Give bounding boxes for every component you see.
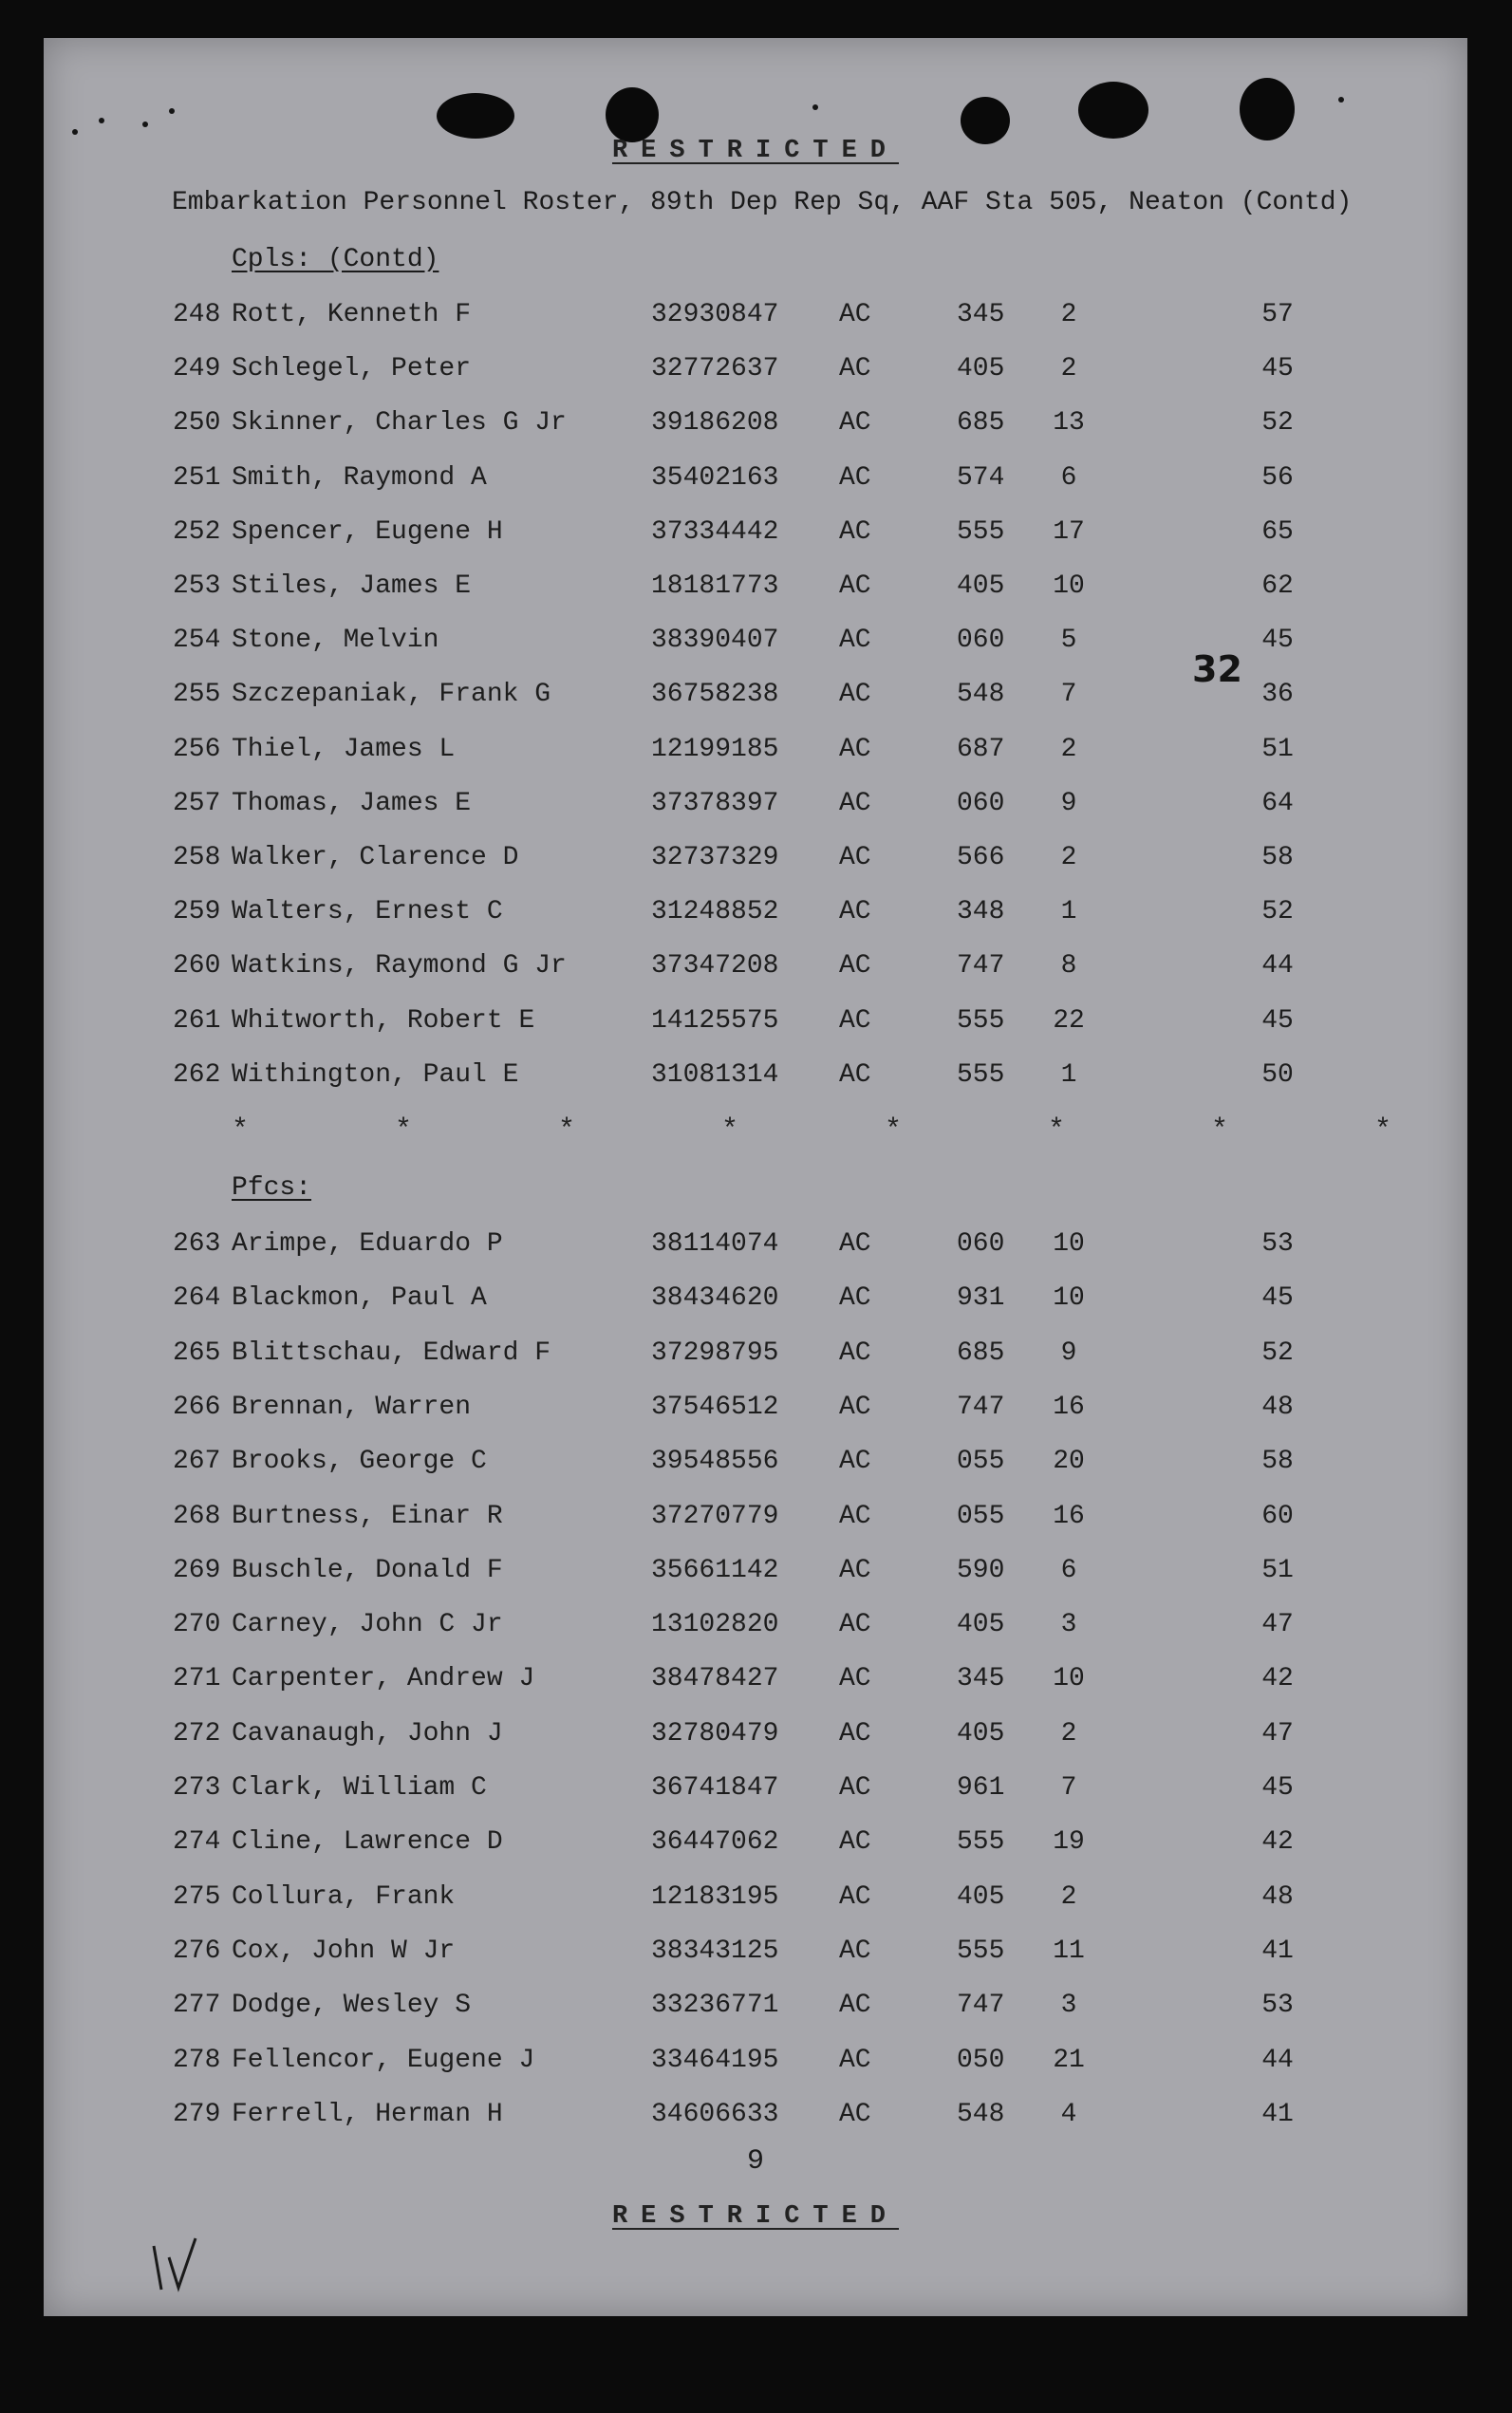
table-row <box>44 1556 1467 1594</box>
row-code: 747 <box>957 951 1005 982</box>
row-value-1: 2 <box>1060 1881 1077 1912</box>
row-number: 266 <box>173 1392 221 1422</box>
table-row <box>44 1338 1467 1376</box>
row-branch: AC <box>839 843 871 872</box>
speck <box>812 104 818 110</box>
row-value-2: 51 <box>1261 1555 1294 1585</box>
row-name: Blackmon, Paul A <box>232 1283 487 1314</box>
row-number: 258 <box>173 843 221 872</box>
separator-star: * <box>1211 1114 1229 1147</box>
stamp-number: 32 <box>1192 648 1242 690</box>
table-row <box>44 1664 1467 1702</box>
row-branch: AC <box>839 1392 871 1422</box>
row-value-2: 42 <box>1261 1827 1294 1858</box>
row-code: 060 <box>957 788 1005 818</box>
table-row <box>44 1882 1467 1920</box>
row-value-2: 45 <box>1261 1283 1294 1314</box>
row-number: 275 <box>173 1881 221 1912</box>
row-code: 345 <box>957 300 1005 329</box>
row-value-1: 10 <box>1053 1664 1085 1694</box>
separator-star: * <box>721 1114 739 1147</box>
row-branch: AC <box>839 1827 871 1858</box>
row-branch: AC <box>839 1059 871 1090</box>
row-serial: 12183195 <box>651 1881 779 1912</box>
row-value-2: 58 <box>1261 843 1294 872</box>
row-code: 548 <box>957 680 1005 710</box>
row-value-2: 41 <box>1261 1936 1294 1966</box>
row-name: Withington, Paul E <box>232 1059 519 1090</box>
row-value-1: 1 <box>1060 1059 1077 1090</box>
row-number: 262 <box>173 1059 221 1090</box>
row-branch: AC <box>839 516 871 547</box>
row-name: Buschle, Donald F <box>232 1555 503 1585</box>
table-row <box>44 843 1467 881</box>
row-branch: AC <box>839 1283 871 1314</box>
row-code: 685 <box>957 1337 1005 1368</box>
row-value-1: 3 <box>1060 1991 1077 2021</box>
speck <box>142 122 148 127</box>
row-serial: 37298795 <box>651 1337 779 1368</box>
row-value-2: 42 <box>1261 1664 1294 1694</box>
row-value-2: 56 <box>1261 462 1294 493</box>
row-branch: AC <box>839 626 871 656</box>
row-value-2: 64 <box>1261 788 1294 818</box>
row-name: Burtness, Einar R <box>232 1501 503 1531</box>
row-code: 555 <box>957 1005 1005 1036</box>
row-serial: 37378397 <box>651 788 779 818</box>
row-code: 055 <box>957 1501 1005 1531</box>
table-row <box>44 1719 1467 1757</box>
table-row <box>44 571 1467 609</box>
row-value-1: 16 <box>1053 1392 1085 1422</box>
row-value-2: 44 <box>1261 2045 1294 2075</box>
table-row <box>44 408 1467 446</box>
punch-hole-1 <box>437 93 514 139</box>
row-value-1: 5 <box>1060 626 1077 656</box>
row-name: Watkins, Raymond G Jr <box>232 951 567 982</box>
speck <box>1338 97 1344 103</box>
row-branch: AC <box>839 1229 871 1259</box>
row-name: Clark, William C <box>232 1773 487 1803</box>
row-code: 050 <box>957 2045 1005 2075</box>
row-value-2: 48 <box>1261 1392 1294 1422</box>
row-branch: AC <box>839 680 871 710</box>
table-row <box>44 1936 1467 1974</box>
row-code: 747 <box>957 1392 1005 1422</box>
row-value-2: 48 <box>1261 1881 1294 1912</box>
row-branch: AC <box>839 1881 871 1912</box>
table-row <box>44 1610 1467 1648</box>
section-label-cpls: Cpls: (Contd) <box>232 245 439 274</box>
row-value-1: 1 <box>1060 897 1077 927</box>
table-row <box>44 463 1467 501</box>
row-number: 257 <box>173 788 221 818</box>
row-value-1: 11 <box>1053 1936 1085 1966</box>
row-value-2: 50 <box>1261 1059 1294 1090</box>
row-name: Thomas, James E <box>232 788 472 818</box>
row-branch: AC <box>839 2045 871 2075</box>
row-value-1: 21 <box>1053 2045 1085 2075</box>
row-number: 255 <box>173 680 221 710</box>
row-value-2: 45 <box>1261 1005 1294 1036</box>
row-value-1: 3 <box>1060 1610 1077 1640</box>
row-number: 250 <box>173 408 221 439</box>
row-code: 405 <box>957 1610 1005 1640</box>
row-value-2: 62 <box>1261 571 1294 601</box>
table-row <box>44 1229 1467 1267</box>
row-value-1: 4 <box>1060 2099 1077 2129</box>
row-value-2: 47 <box>1261 1610 1294 1640</box>
row-value-1: 22 <box>1053 1005 1085 1036</box>
row-code: 348 <box>957 897 1005 927</box>
row-value-2: 65 <box>1261 516 1294 547</box>
row-serial: 38478427 <box>651 1664 779 1694</box>
row-name: Dodge, Wesley S <box>232 1991 472 2021</box>
table-row <box>44 2046 1467 2084</box>
row-serial: 35661142 <box>651 1555 779 1585</box>
speck <box>169 108 175 114</box>
table-row <box>44 680 1467 718</box>
row-serial: 39186208 <box>651 408 779 439</box>
row-number: 248 <box>173 300 221 329</box>
row-branch: AC <box>839 462 871 493</box>
section-label-pfcs: Pfcs: <box>232 1173 312 1203</box>
row-serial: 31248852 <box>651 897 779 927</box>
row-branch: AC <box>839 300 871 329</box>
roster-title: Embarkation Personnel Roster, 89th Dep Rep Sq, AAF Sta 505, Neaton (Contd) <box>172 188 1353 217</box>
row-serial: 37334442 <box>651 516 779 547</box>
row-number: 249 <box>173 354 221 384</box>
row-serial: 18181773 <box>651 571 779 601</box>
row-branch: AC <box>839 408 871 439</box>
row-name: Skinner, Charles G Jr <box>232 408 567 439</box>
row-number: 271 <box>173 1664 221 1694</box>
separator-star: * <box>558 1114 576 1147</box>
table-row <box>44 300 1467 338</box>
row-value-2: 57 <box>1261 300 1294 329</box>
row-branch: AC <box>839 2099 871 2129</box>
table-row <box>44 735 1467 773</box>
row-value-2: 45 <box>1261 354 1294 384</box>
row-number: 260 <box>173 951 221 982</box>
row-serial: 38114074 <box>651 1229 779 1259</box>
row-value-1: 7 <box>1060 680 1077 710</box>
row-code: 961 <box>957 1773 1005 1803</box>
row-code: 747 <box>957 1991 1005 2021</box>
row-number: 273 <box>173 1773 221 1803</box>
row-value-2: 51 <box>1261 734 1294 764</box>
row-number: 264 <box>173 1283 221 1314</box>
row-branch: AC <box>839 734 871 764</box>
row-name: Whitworth, Robert E <box>232 1005 535 1036</box>
row-name: Walker, Clarence D <box>232 843 519 872</box>
row-name: Rott, Kenneth F <box>232 300 472 329</box>
row-serial: 32930847 <box>651 300 779 329</box>
row-value-1: 9 <box>1060 1337 1077 1368</box>
row-value-1: 7 <box>1060 1773 1077 1803</box>
table-row <box>44 1060 1467 1098</box>
row-name: Cavanaugh, John J <box>232 1718 503 1749</box>
row-branch: AC <box>839 1718 871 1749</box>
row-code: 574 <box>957 462 1005 493</box>
row-code: 060 <box>957 1229 1005 1259</box>
row-value-2: 53 <box>1261 1991 1294 2021</box>
row-value-1: 10 <box>1053 571 1085 601</box>
row-number: 252 <box>173 516 221 547</box>
speck <box>99 118 104 123</box>
row-branch: AC <box>839 1610 871 1640</box>
row-number: 278 <box>173 2045 221 2075</box>
row-serial: 37270779 <box>651 1501 779 1531</box>
row-number: 270 <box>173 1610 221 1640</box>
row-value-2: 52 <box>1261 897 1294 927</box>
row-value-1: 16 <box>1053 1501 1085 1531</box>
row-code: 405 <box>957 1881 1005 1912</box>
row-value-1: 20 <box>1053 1447 1085 1477</box>
row-number: 277 <box>173 1991 221 2021</box>
separator-star: * <box>232 1114 250 1147</box>
row-value-1: 9 <box>1060 788 1077 818</box>
row-value-1: 10 <box>1053 1283 1085 1314</box>
table-row <box>44 626 1467 664</box>
separator-star: * <box>1374 1114 1392 1147</box>
row-name: Cox, John W Jr <box>232 1936 456 1966</box>
row-value-1: 2 <box>1060 734 1077 764</box>
row-code: 555 <box>957 1059 1005 1090</box>
row-branch: AC <box>839 1936 871 1966</box>
table-row <box>44 1283 1467 1321</box>
row-branch: AC <box>839 1501 871 1531</box>
row-value-1: 6 <box>1060 1555 1077 1585</box>
row-serial: 38390407 <box>651 626 779 656</box>
row-name: Blittschau, Edward F <box>232 1337 551 1368</box>
row-code: 548 <box>957 2099 1005 2129</box>
row-name: Fellencor, Eugene J <box>232 2045 535 2075</box>
row-serial: 32780479 <box>651 1718 779 1749</box>
row-serial: 35402163 <box>651 462 779 493</box>
row-code: 555 <box>957 1936 1005 1966</box>
row-serial: 33236771 <box>651 1991 779 2021</box>
row-value-2: 60 <box>1261 1501 1294 1531</box>
row-name: Collura, Frank <box>232 1881 456 1912</box>
row-branch: AC <box>839 1555 871 1585</box>
row-branch: AC <box>839 788 871 818</box>
row-serial: 12199185 <box>651 734 779 764</box>
row-serial: 37546512 <box>651 1392 779 1422</box>
row-branch: AC <box>839 1664 871 1694</box>
punch-hole-5 <box>1240 78 1295 140</box>
row-serial: 37347208 <box>651 951 779 982</box>
row-value-1: 8 <box>1060 951 1077 982</box>
row-serial: 32737329 <box>651 843 779 872</box>
row-serial: 38434620 <box>651 1283 779 1314</box>
row-value-2: 36 <box>1261 680 1294 710</box>
header-restricted: RESTRICTED <box>611 137 900 165</box>
row-value-1: 2 <box>1060 300 1077 329</box>
row-value-1: 2 <box>1060 1718 1077 1749</box>
row-number: 276 <box>173 1936 221 1966</box>
table-row <box>44 1827 1467 1865</box>
row-code: 345 <box>957 1664 1005 1694</box>
document-page <box>44 38 1467 2316</box>
row-code: 555 <box>957 516 1005 547</box>
row-serial: 13102820 <box>651 1610 779 1640</box>
row-value-2: 45 <box>1261 1773 1294 1803</box>
table-row <box>44 2100 1467 2138</box>
row-branch: AC <box>839 1447 871 1477</box>
row-value-1: 2 <box>1060 354 1077 384</box>
row-number: 263 <box>173 1229 221 1259</box>
row-number: 253 <box>173 571 221 601</box>
row-code: 405 <box>957 354 1005 384</box>
row-branch: AC <box>839 571 871 601</box>
row-name: Brennan, Warren <box>232 1392 472 1422</box>
row-name: Szczepaniak, Frank G <box>232 680 551 710</box>
row-name: Stiles, James E <box>232 571 472 601</box>
page-number: 9 <box>746 2145 764 2178</box>
row-serial: 14125575 <box>651 1005 779 1036</box>
row-branch: AC <box>839 1991 871 2021</box>
table-row <box>44 354 1467 392</box>
row-name: Carpenter, Andrew J <box>232 1664 535 1694</box>
table-row <box>44 951 1467 989</box>
handwritten-mark <box>148 2231 205 2297</box>
row-value-1: 17 <box>1053 516 1085 547</box>
row-name: Brooks, George C <box>232 1447 487 1477</box>
row-number: 269 <box>173 1555 221 1585</box>
row-code: 566 <box>957 843 1005 872</box>
row-name: Carney, John C Jr <box>232 1610 503 1640</box>
row-code: 405 <box>957 571 1005 601</box>
row-code: 555 <box>957 1827 1005 1858</box>
row-branch: AC <box>839 1773 871 1803</box>
row-value-1: 6 <box>1060 462 1077 493</box>
row-number: 256 <box>173 734 221 764</box>
row-branch: AC <box>839 1337 871 1368</box>
row-value-2: 52 <box>1261 1337 1294 1368</box>
row-serial: 36447062 <box>651 1827 779 1858</box>
row-value-1: 10 <box>1053 1229 1085 1259</box>
row-value-2: 47 <box>1261 1718 1294 1749</box>
row-number: 274 <box>173 1827 221 1858</box>
row-number: 265 <box>173 1337 221 1368</box>
table-row <box>44 1991 1467 2029</box>
row-branch: AC <box>839 1005 871 1036</box>
row-value-2: 41 <box>1261 2099 1294 2129</box>
table-row <box>44 1502 1467 1540</box>
row-code: 055 <box>957 1447 1005 1477</box>
separator-star: * <box>885 1114 903 1147</box>
row-serial: 39548556 <box>651 1447 779 1477</box>
row-value-2: 58 <box>1261 1447 1294 1477</box>
row-name: Smith, Raymond A <box>232 462 487 493</box>
punch-hole-4 <box>1078 82 1148 139</box>
table-row <box>44 1447 1467 1485</box>
row-name: Schlegel, Peter <box>232 354 472 384</box>
row-code: 405 <box>957 1718 1005 1749</box>
row-code: 687 <box>957 734 1005 764</box>
row-serial: 33464195 <box>651 2045 779 2075</box>
row-name: Walters, Ernest C <box>232 897 503 927</box>
footer-restricted: RESTRICTED <box>611 2202 900 2231</box>
row-branch: AC <box>839 354 871 384</box>
row-code: 590 <box>957 1555 1005 1585</box>
row-number: 261 <box>173 1005 221 1036</box>
row-code: 060 <box>957 626 1005 656</box>
row-code: 685 <box>957 408 1005 439</box>
row-serial: 36741847 <box>651 1773 779 1803</box>
table-row <box>44 517 1467 555</box>
speck <box>72 129 78 135</box>
row-name: Arimpe, Eduardo P <box>232 1229 503 1259</box>
row-branch: AC <box>839 951 871 982</box>
row-value-1: 2 <box>1060 843 1077 872</box>
row-serial: 34606633 <box>651 2099 779 2129</box>
row-serial: 36758238 <box>651 680 779 710</box>
punch-hole-2 <box>606 87 659 142</box>
row-value-2: 45 <box>1261 626 1294 656</box>
row-value-2: 52 <box>1261 408 1294 439</box>
row-name: Ferrell, Herman H <box>232 2099 503 2129</box>
row-number: 254 <box>173 626 221 656</box>
table-row <box>44 1393 1467 1431</box>
row-value-2: 53 <box>1261 1229 1294 1259</box>
row-name: Spencer, Eugene H <box>232 516 503 547</box>
table-row <box>44 1773 1467 1811</box>
row-serial: 31081314 <box>651 1059 779 1090</box>
row-value-2: 44 <box>1261 951 1294 982</box>
row-value-1: 19 <box>1053 1827 1085 1858</box>
row-code: 931 <box>957 1283 1005 1314</box>
table-row <box>44 897 1467 935</box>
row-number: 267 <box>173 1447 221 1477</box>
row-number: 259 <box>173 897 221 927</box>
row-serial: 32772637 <box>651 354 779 384</box>
table-row <box>44 1006 1467 1044</box>
separator-star: * <box>1048 1114 1066 1147</box>
row-value-1: 13 <box>1053 408 1085 439</box>
row-branch: AC <box>839 897 871 927</box>
row-number: 272 <box>173 1718 221 1749</box>
row-name: Stone, Melvin <box>232 626 439 656</box>
row-name: Cline, Lawrence D <box>232 1827 503 1858</box>
row-number: 268 <box>173 1501 221 1531</box>
table-row <box>44 789 1467 827</box>
row-name: Thiel, James L <box>232 734 456 764</box>
row-number: 279 <box>173 2099 221 2129</box>
row-serial: 38343125 <box>651 1936 779 1966</box>
separator-star: * <box>395 1114 413 1147</box>
row-number: 251 <box>173 462 221 493</box>
